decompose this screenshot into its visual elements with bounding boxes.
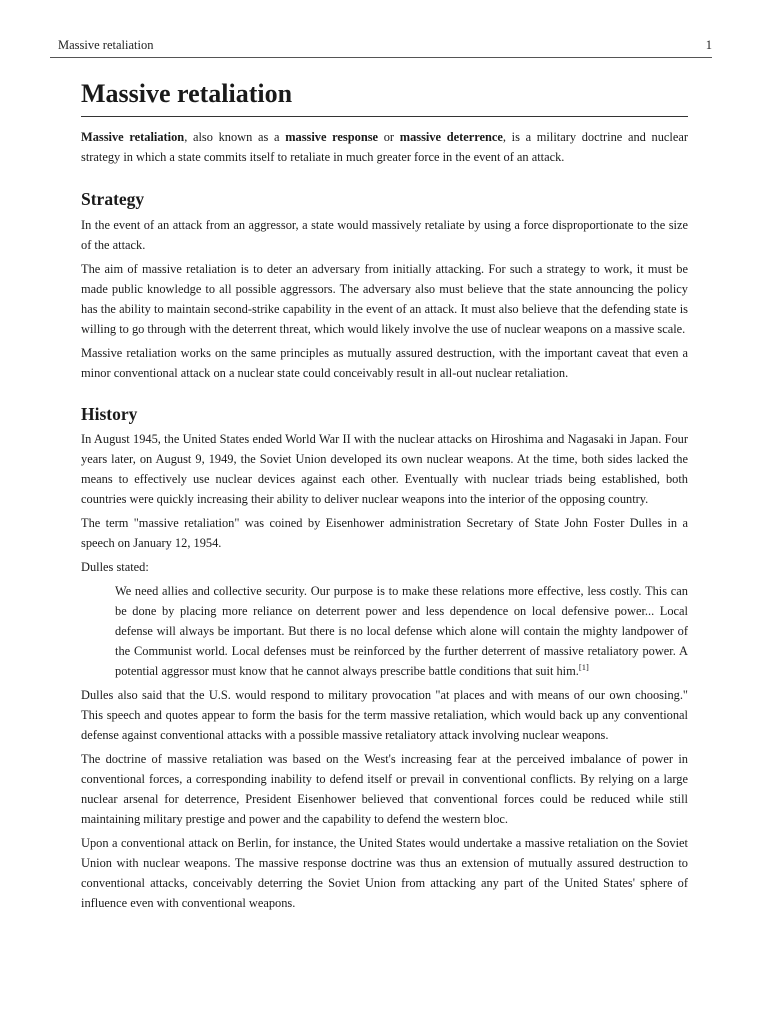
section-heading-history: History: [81, 404, 138, 424]
citation-link[interactable]: [1]: [578, 662, 589, 672]
intro-term-massive-response: massive response: [285, 130, 379, 144]
running-header: [50, 0, 712, 58]
quote-text: We need allies and collective security. Our purpose is to make these relations more effective, less costly. This can be done by placing more reliance on deterrent power and less dependence on local defensive power... Local defense will always be important. But there is no local defense which alone will contain the mighty landpower of the Communist world. Local defenses must be reinforced by the further deterrent of massive retaliatory power. A potential aggressor must know that he cannot always prescribe battle conditions that suit him.: [115, 584, 688, 678]
intro-term-massive-deterrence: massive deterrence: [399, 130, 503, 144]
dulles-quote: [115, 581, 688, 681]
running-title: Massive retaliation: [58, 38, 154, 52]
history-paragraph-1: In August 1945, the United States ended World War II with the nuclear attacks on Hiroshima and Nagasaki in Japan. Four years later, on August 9, 1949, the Soviet Union developed its own nuclear weapons. At the time, both sides lacked the means to effectively use nuclear devices against each other. Eventually with nuclear triads being established, both countries were quickly increasing their ability to deliver nuclear weapons into the interior of the opposing country.: [81, 432, 688, 506]
strategy-paragraph-3: Massive retaliation works on the same principles as mutually assured destruction, with the important caveat that even a minor conventional attack on a nuclear state could conceivably result in all-out nuclear retaliation.: [81, 346, 688, 380]
history-paragraph-3: Dulles stated:: [81, 560, 149, 574]
history-paragraph-2: The term "massive retaliation" was coined by Eisenhower administration Secretary of State John Foster Dulles in a speech on January 12, 1954.: [81, 516, 688, 550]
intro-text-2: or: [378, 130, 400, 144]
section-heading-strategy: Strategy: [81, 189, 145, 209]
strategy-paragraph-1: In the event of an attack from an aggressor, a state would massively retaliate by using a force disproportionate to the size of the attack.: [81, 218, 688, 252]
header-divider: [50, 57, 712, 58]
page-title: Massive retaliation: [81, 76, 688, 117]
history-paragraph-6: Upon a conventional attack on Berlin, for instance, the United States would undertake a massive retaliation on the Soviet Union with nuclear weapons. The massive response doctrine was thus an extension of mutually assured destruction to conventional attacks, conceivably deterring the Soviet Union from attacking any part of the United States' sphere of influence even with conventional weapons.: [81, 836, 688, 910]
history-paragraph-5: The doctrine of massive retaliation was based on the West's increasing fear at the perceived imbalance of power in conventional forces, a corresponding inability to defend itself or prevail in conventional conflicts. By relying on a large nuclear arsenal for deterrence, President Eisenhower believed that conventional forces could be reduced while still maintaining military prestige and power and the capability to defend the western bloc.: [81, 752, 688, 826]
intro-text-3: , is a military doctrine and nuclear strategy in which a state commits itself to retaliate in much greater force in the event of an attack.: [81, 130, 688, 164]
intro-paragraph: [81, 127, 688, 167]
page-number: 1: [705, 38, 712, 52]
article-body: [81, 76, 688, 917]
intro-text-1: , also known as a: [184, 130, 286, 144]
strategy-paragraph-2: The aim of massive retaliation is to deter an adversary from initially attacking. For such a strategy to work, it must be made public knowledge to all possible aggressors. The adversary also must believe that the state announcing the policy has the ability to maintain second-strike capability in the event of an attack. It must also believe that the defending state is willing to go through with the deterrent threat, which would likely involve the use of nuclear weapons on a massive scale.: [81, 262, 688, 336]
intro-term-massive-retaliation: Massive retaliation: [81, 130, 185, 144]
quote-paragraph: [115, 581, 688, 681]
history-paragraph-4: Dulles also said that the U.S. would respond to military provocation "at places and with means of our own choosing." This speech and quotes appear to form the basis for the term massive retaliation, which would back up any conventional defense against conventional attacks with a possible massive retaliatory attack involving nuclear weapons.: [81, 688, 688, 742]
